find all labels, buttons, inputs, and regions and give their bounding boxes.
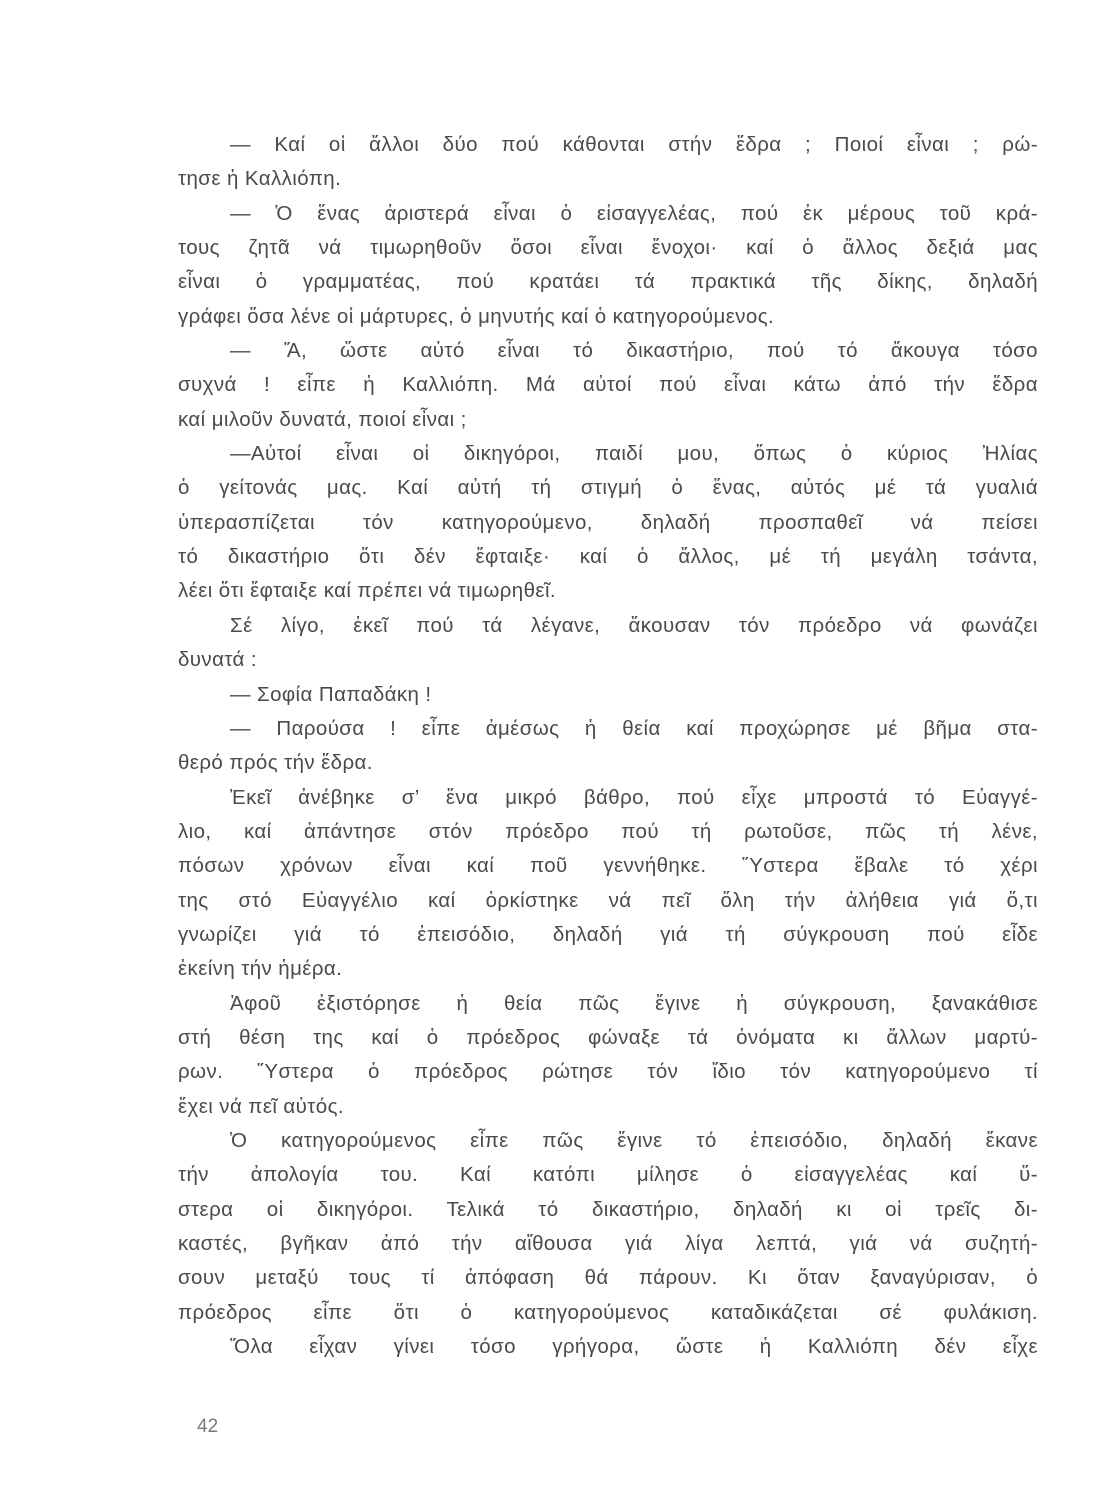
text-line: ἔχει νά πεῖ αὐτός. — [178, 1094, 344, 1118]
text-line: Ὁ κατηγορούμενος εἶπε πῶς ἔγινε τό ἐπεισόδιο, δηλαδή ἔκανε — [230, 1128, 1038, 1152]
text-line: πρόεδρος εἶπε ὅτι ὁ κατηγορούμενος καταδικάζεται σέ φυλάκιση. — [178, 1300, 1038, 1324]
text-line: εἶναι ὁ γραμματέας, πού κρατάει τά πρακτικά τῆς δίκης, δηλαδή — [178, 270, 1038, 294]
text-line: — Παρούσα ! εἶπε ἀμέσως ἡ θεία καί προχώρησε μέ βῆμα στα- — [230, 716, 1038, 740]
text-line: τήν ἀπολογία του. Καί κατόπι μίλησε ὁ εἰσαγγελέας καί ὕ- — [178, 1163, 1038, 1187]
text-line: λέει ὅτι ἔφταιξε καί πρέπει νά τιμωρηθεῖ. — [178, 579, 556, 603]
page-number: 42 — [197, 1416, 219, 1437]
text-line: λιο, καί ἀπάντησε στόν πρόεδρο πού τή ρωτοῦσε, πῶς τή λένε, — [178, 819, 1038, 843]
text-line: ρων. Ὕστερα ὁ πρόεδρος ρώτησε τόν ἴδιο τόν κατηγορούμενο τί — [178, 1060, 1038, 1084]
text-line: γνωρίζει γιά τό ἐπεισόδιο, δηλαδή γιά τή σύγκρουση πού εἶδε — [178, 922, 1038, 946]
text-line: ὑπερασπίζεται τόν κατηγορούμενο, δηλαδή προσπαθεῖ νά πείσει — [178, 510, 1038, 534]
text-line: Ἐκεῖ ἀνέβηκε σ’ ἕνα μικρό βάθρο, πού εἶχε μπροστά τό Εὐαγγέ- — [230, 785, 1038, 809]
text-line: θερό πρός τήν ἕδρα. — [178, 751, 373, 775]
text-line: στερα οἱ δικηγόροι. Τελικά τό δικαστήριο, δηλαδή κι οἱ τρεῖς δι- — [178, 1197, 1038, 1221]
text-line: καί μιλοῦν δυνατά, ποιοί εἶναι ; — [178, 407, 467, 431]
text-line: — Ἄ, ὥστε αὐτό εἶναι τό δικαστήριο, πού τό ἄκουγα τόσο — [230, 339, 1038, 363]
text-line: ὁ γείτονάς μας. Καί αὐτή τή στιγμή ὁ ἕνας, αὐτός μέ τά γυαλιά — [178, 476, 1038, 500]
text-line: Ὅλα εἶχαν γίνει τόσο γρήγορα, ὥστε ἡ Καλλιόπη δέν εἶχε — [230, 1335, 1038, 1359]
text-line: συχνά ! εἶπε ἡ Καλλιόπη. Μά αὐτοί πού εἶναι κάτω ἀπό τήν ἕδρα — [178, 373, 1038, 397]
text-line: της στό Εὐαγγέλιο καί ὁρκίστηκε νά πεῖ ὅλη τήν ἀλήθεια γιά ὅ,τι — [178, 888, 1038, 912]
body-text — [178, 128, 1038, 1364]
text-line: — Καί οἱ ἄλλοι δύο πού κάθονται στήν ἕδρα ; Ποιοί εἶναι ; ρώ- — [230, 133, 1038, 156]
text-line: καστές, βγῆκαν ἀπό τήν αἴθουσα γιά λίγα λεπτά, γιά νά συζητή- — [178, 1232, 1038, 1255]
text-line: τό δικαστήριο ὅτι δέν ἔφταιξε· καί ὁ ἄλλος, μέ τή μεγάλη τσάντα, — [178, 545, 1038, 569]
text-line: δυνατά : — [178, 648, 257, 672]
text-line: γράφει ὅσα λένε οἱ μάρτυρες, ὁ μηνυτής καί ὁ κατηγορούμενος. — [178, 304, 775, 328]
text-line: Σέ λίγο, ἐκεῖ πού τά λέγανε, ἄκουσαν τόν πρόεδρο νά φωνάζει — [230, 613, 1038, 637]
text-line: — Σοφία Παπαδάκη ! — [230, 682, 432, 706]
text-line: στή θέση της καί ὁ πρόεδρος φώναξε τά ὀνόματα κι ἄλλων μαρτύ- — [178, 1025, 1038, 1049]
text-line: σουν μεταξύ τους τί ἀπόφαση θά πάρουν. Κι ὅταν ξαναγύρισαν, ὁ — [178, 1266, 1038, 1290]
text-line: — Ὁ ἕνας ἀριστερά εἶναι ὁ εἰσαγγελέας, πού ἐκ μέρους τοῦ κρά- — [230, 201, 1038, 225]
text-line: τησε ἡ Καλλιόπη. — [178, 167, 342, 191]
text-line: ἐκείνη τήν ἡμέρα. — [178, 957, 343, 981]
text-line: —Αὐτοί εἶναι οἱ δικηγόροι, παιδί μου, ὅπως ὁ κύριος Ἠλίας — [230, 442, 1038, 466]
text-line: πόσων χρόνων εἶναι καί ποῦ γεννήθηκε. Ὕστερα ἔβαλε τό χέρι — [178, 854, 1038, 878]
text-line: Ἀφοῦ ἐξιστόρησε ἡ θεία πῶς ἔγινε ἡ σύγκρουση, ξανακάθισε — [230, 991, 1038, 1015]
text-line: τους ζητᾶ νά τιμωρηθοῦν ὅσοι εἶναι ἔνοχοι· καί ὁ ἄλλος δεξιά μας — [178, 236, 1038, 260]
